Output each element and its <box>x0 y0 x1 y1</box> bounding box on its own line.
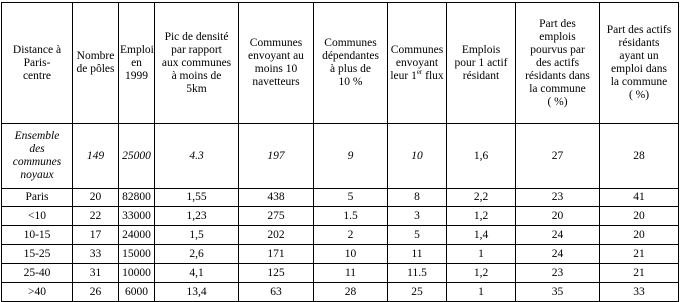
table-cell: 1 <box>447 283 516 302</box>
table-cell: 125 <box>239 264 314 283</box>
row-label: 15-25 <box>2 245 73 264</box>
table-cell: 20 <box>516 207 600 226</box>
table-cell: 28 <box>314 283 388 302</box>
table-cell: 24 <box>516 245 600 264</box>
header-communes-premier-flux: Communes envoyant leur 1er flux <box>388 3 447 124</box>
header-part-actifs: Part des actifs résidants ayant un emploi dans la commune ( %) <box>600 3 679 124</box>
table-cell: 1,55 <box>155 189 239 207</box>
table-row-ensemble <box>2 124 679 189</box>
table-cell: 5 <box>388 226 447 245</box>
table-row-lt10 <box>2 207 679 226</box>
table-cell: 33000 <box>119 207 155 226</box>
table-cell: 11.5 <box>388 264 447 283</box>
table-cell: 33 <box>73 245 119 264</box>
table-cell: 438 <box>239 189 314 207</box>
table-cell: 13,4 <box>155 283 239 302</box>
table-cell: 2 <box>314 226 388 245</box>
table-cell: 1.5 <box>314 207 388 226</box>
table-cell: 1,4 <box>447 226 516 245</box>
table-cell: 20 <box>73 189 119 207</box>
table-cell: 2,6 <box>155 245 239 264</box>
table-cell: 171 <box>239 245 314 264</box>
table-cell: 26 <box>73 283 119 302</box>
table-cell: 23 <box>516 264 600 283</box>
table-cell: 21 <box>600 245 679 264</box>
table-cell: 202 <box>239 226 314 245</box>
table-cell: 1,23 <box>155 207 239 226</box>
table-cell: 17 <box>73 226 119 245</box>
table-cell: 10 <box>388 124 447 189</box>
table-cell: 23 <box>516 189 600 207</box>
table-cell: 82800 <box>119 189 155 207</box>
table-cell: 20 <box>600 207 679 226</box>
table-cell: 20 <box>600 226 679 245</box>
table-cell: 8 <box>388 189 447 207</box>
table-row-15-25 <box>2 245 679 264</box>
table-row-gt40 <box>2 283 679 302</box>
header-pic-densite: Pic de densité par rapport aux communes à moins de 5km <box>155 3 239 124</box>
header-communes-10-navetteurs: Communes envoyant au moins 10 navetteurs <box>239 3 314 124</box>
table-cell: 1,2 <box>447 264 516 283</box>
table-cell: 10 <box>314 245 388 264</box>
table-cell: 1,6 <box>447 124 516 189</box>
table-cell: 1,5 <box>155 226 239 245</box>
table-cell: 63 <box>239 283 314 302</box>
table-cell: 15000 <box>119 245 155 264</box>
data-table <box>1 2 679 302</box>
table-cell: 28 <box>600 124 679 189</box>
table-row-10-15 <box>2 226 679 245</box>
header-nombre-poles: Nombre de pôles <box>73 3 119 124</box>
header-communes-dependantes: Communes dépendantes à plus de 10 % <box>314 3 388 124</box>
table-cell: 1,2 <box>447 207 516 226</box>
table-cell: 25 <box>388 283 447 302</box>
table-cell: 10000 <box>119 264 155 283</box>
table-cell: 24 <box>516 226 600 245</box>
table-cell: 27 <box>516 124 600 189</box>
table-cell: 1 <box>447 245 516 264</box>
table-cell: 33 <box>600 283 679 302</box>
header-emploi-1999: Emploi en 1999 <box>119 3 155 124</box>
header-part-emplois: Part des emplois pourvus par des actifs résidants dans la commune ( %) <box>516 3 600 124</box>
table-cell: 25000 <box>119 124 155 189</box>
table-row-paris <box>2 189 679 207</box>
table-cell: 9 <box>314 124 388 189</box>
row-label: Ensemble des communes noyaux <box>2 124 73 189</box>
header-row <box>2 3 679 124</box>
row-label: >40 <box>2 283 73 302</box>
table-cell: 3 <box>388 207 447 226</box>
table-cell: 2,2 <box>447 189 516 207</box>
table-cell: 4,1 <box>155 264 239 283</box>
table-cell: 6000 <box>119 283 155 302</box>
header-distance: Distance à Paris- centre <box>2 3 73 124</box>
row-label: <10 <box>2 207 73 226</box>
table-cell: 4.3 <box>155 124 239 189</box>
table-cell: 24000 <box>119 226 155 245</box>
table-cell: 31 <box>73 264 119 283</box>
row-label: Paris <box>2 189 73 207</box>
table-cell: 11 <box>388 245 447 264</box>
table-cell: 5 <box>314 189 388 207</box>
table-cell: 35 <box>516 283 600 302</box>
table-cell: 197 <box>239 124 314 189</box>
table-cell: 11 <box>314 264 388 283</box>
table-cell: 41 <box>600 189 679 207</box>
row-label: 25-40 <box>2 264 73 283</box>
header-emplois-par-actif: Emplois pour 1 actif résidant <box>447 3 516 124</box>
table-cell: 21 <box>600 264 679 283</box>
row-label: 10-15 <box>2 226 73 245</box>
table-row-25-40 <box>2 264 679 283</box>
table-cell: 149 <box>73 124 119 189</box>
table-cell: 275 <box>239 207 314 226</box>
table-cell: 22 <box>73 207 119 226</box>
